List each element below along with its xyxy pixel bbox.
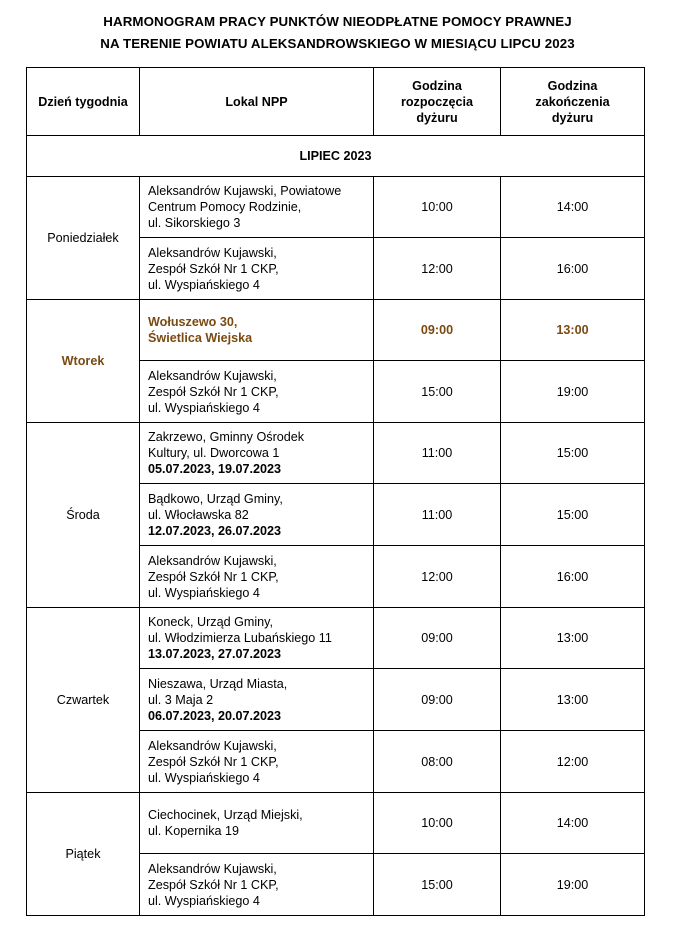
location-line: Centrum Pomocy Rodzinie, [148, 200, 302, 214]
location-line: Zespół Szkół Nr 1 CKP, [148, 384, 279, 399]
table-row [27, 793, 645, 854]
end-time: 13:00 [501, 669, 645, 731]
location-cell [140, 484, 374, 546]
location-line: Aleksandrów Kujawski, [148, 368, 277, 383]
day-thursday: Czwartek [27, 608, 140, 793]
location-line: Świetlica Wiejska [148, 331, 253, 345]
end-time: 15:00 [501, 484, 645, 546]
location-line: Koneck, Urząd Gminy, [148, 615, 274, 629]
header-start-line: dyżuru [416, 110, 458, 125]
end-time: 14:00 [501, 177, 645, 238]
location-line: ul. 3 Maja 2 [148, 692, 214, 707]
start-time: 12:00 [374, 238, 501, 300]
location-cell [140, 854, 374, 916]
end-time: 12:00 [501, 731, 645, 793]
start-time: 10:00 [374, 793, 501, 854]
header-start-line: rozpoczęcia [400, 94, 474, 109]
start-time: 11:00 [374, 484, 501, 546]
header-start [374, 68, 501, 136]
start-time: 15:00 [374, 361, 501, 423]
location-line: Zespół Szkół Nr 1 CKP, [148, 754, 279, 769]
month-row [27, 136, 645, 177]
start-time: 09:00 [374, 608, 501, 669]
location-line: Zespół Szkół Nr 1 CKP, [148, 569, 279, 584]
start-time: 09:00 [374, 300, 501, 361]
location-line: ul. Wyspiańskiego 4 [148, 277, 260, 292]
start-time: 08:00 [374, 731, 501, 793]
start-time: 11:00 [374, 423, 501, 484]
location-line: ul. Wyspiańskiego 4 [148, 893, 260, 908]
table-row [27, 300, 645, 361]
location-line: ul. Wyspiańskiego 4 [148, 770, 260, 785]
location-line: Zespół Szkół Nr 1 CKP, [148, 261, 279, 276]
location-dates: 05.07.2023, 19.07.2023 [148, 462, 282, 476]
location-line: Aleksandrów Kujawski, [148, 861, 277, 876]
location-line: ul. Wyspiańskiego 4 [148, 585, 260, 600]
location-cell [140, 731, 374, 793]
title-line-1: HARMONOGRAM PRACY PUNKTÓW NIEODPŁATNE POMOCY PRAWNEJ [103, 14, 572, 29]
header-row [27, 68, 645, 136]
header-location: Lokal NPP [140, 68, 374, 136]
table-row [27, 177, 645, 238]
location-line: Ciechocinek, Urząd Miejski, [148, 808, 303, 822]
location-dates: 13.07.2023, 27.07.2023 [148, 647, 282, 661]
end-time: 16:00 [501, 546, 645, 608]
table-row [27, 423, 645, 484]
title-line-2: NA TERENIE POWIATU ALEKSANDROWSKIEGO W MIESIĄCU LIPCU 2023 [100, 36, 575, 51]
header-end-line: zakończenia [535, 94, 610, 109]
end-time: 13:00 [501, 608, 645, 669]
location-cell-highlighted [140, 300, 374, 361]
location-dates: 06.07.2023, 20.07.2023 [148, 708, 282, 723]
location-line: Aleksandrów Kujawski, Powiatowe [148, 184, 342, 198]
end-time: 19:00 [501, 854, 645, 916]
location-line: Kultury, ul. Dworcowa 1 [148, 446, 280, 460]
location-line: ul. Włodzimierza Lubańskiego 11 [148, 631, 332, 645]
location-line: Zakrzewo, Gminny Ośrodek [148, 430, 305, 444]
start-time: 15:00 [374, 854, 501, 916]
location-line: Bądkowo, Urząd Gminy, [148, 491, 283, 506]
location-cell [140, 361, 374, 423]
location-line: ul. Włocławska 82 [148, 507, 249, 522]
header-end [501, 68, 645, 136]
month-label: LIPIEC 2023 [27, 136, 645, 177]
location-cell [140, 177, 374, 238]
location-cell [140, 669, 374, 731]
header-day: Dzień tygodnia [27, 68, 140, 136]
start-time: 10:00 [374, 177, 501, 238]
header-start-line: Godzina [412, 78, 462, 93]
start-time: 12:00 [374, 546, 501, 608]
end-time: 15:00 [501, 423, 645, 484]
location-line: ul. Kopernika 19 [148, 824, 240, 838]
location-cell [140, 546, 374, 608]
location-line: Aleksandrów Kujawski, [148, 553, 277, 568]
end-time: 19:00 [501, 361, 645, 423]
schedule-table [26, 67, 645, 916]
end-time: 16:00 [501, 238, 645, 300]
location-line: Zespół Szkół Nr 1 CKP, [148, 877, 279, 892]
start-time: 09:00 [374, 669, 501, 731]
location-cell [140, 238, 374, 300]
location-cell [140, 793, 374, 854]
day-wednesday: Środa [27, 423, 140, 608]
header-end-line: Godzina [547, 78, 598, 93]
location-line: Aleksandrów Kujawski, [148, 245, 277, 260]
end-time: 14:00 [501, 793, 645, 854]
location-dates: 12.07.2023, 26.07.2023 [148, 523, 282, 538]
location-line: ul. Wyspiańskiego 4 [148, 400, 260, 415]
location-line: ul. Sikorskiego 3 [148, 216, 241, 230]
end-time: 13:00 [501, 300, 645, 361]
day-monday: Poniedziałek [27, 177, 140, 300]
location-cell [140, 423, 374, 484]
location-line: Wołuszewo 30, [148, 315, 238, 329]
document-title [0, 11, 675, 55]
location-line: Aleksandrów Kujawski, [148, 738, 277, 753]
table-row [27, 608, 645, 669]
day-friday: Piątek [27, 793, 140, 916]
location-line: Nieszawa, Urząd Miasta, [148, 676, 288, 691]
day-tuesday: Wtorek [27, 300, 140, 423]
header-end-line: dyżuru [551, 110, 594, 125]
location-cell [140, 608, 374, 669]
